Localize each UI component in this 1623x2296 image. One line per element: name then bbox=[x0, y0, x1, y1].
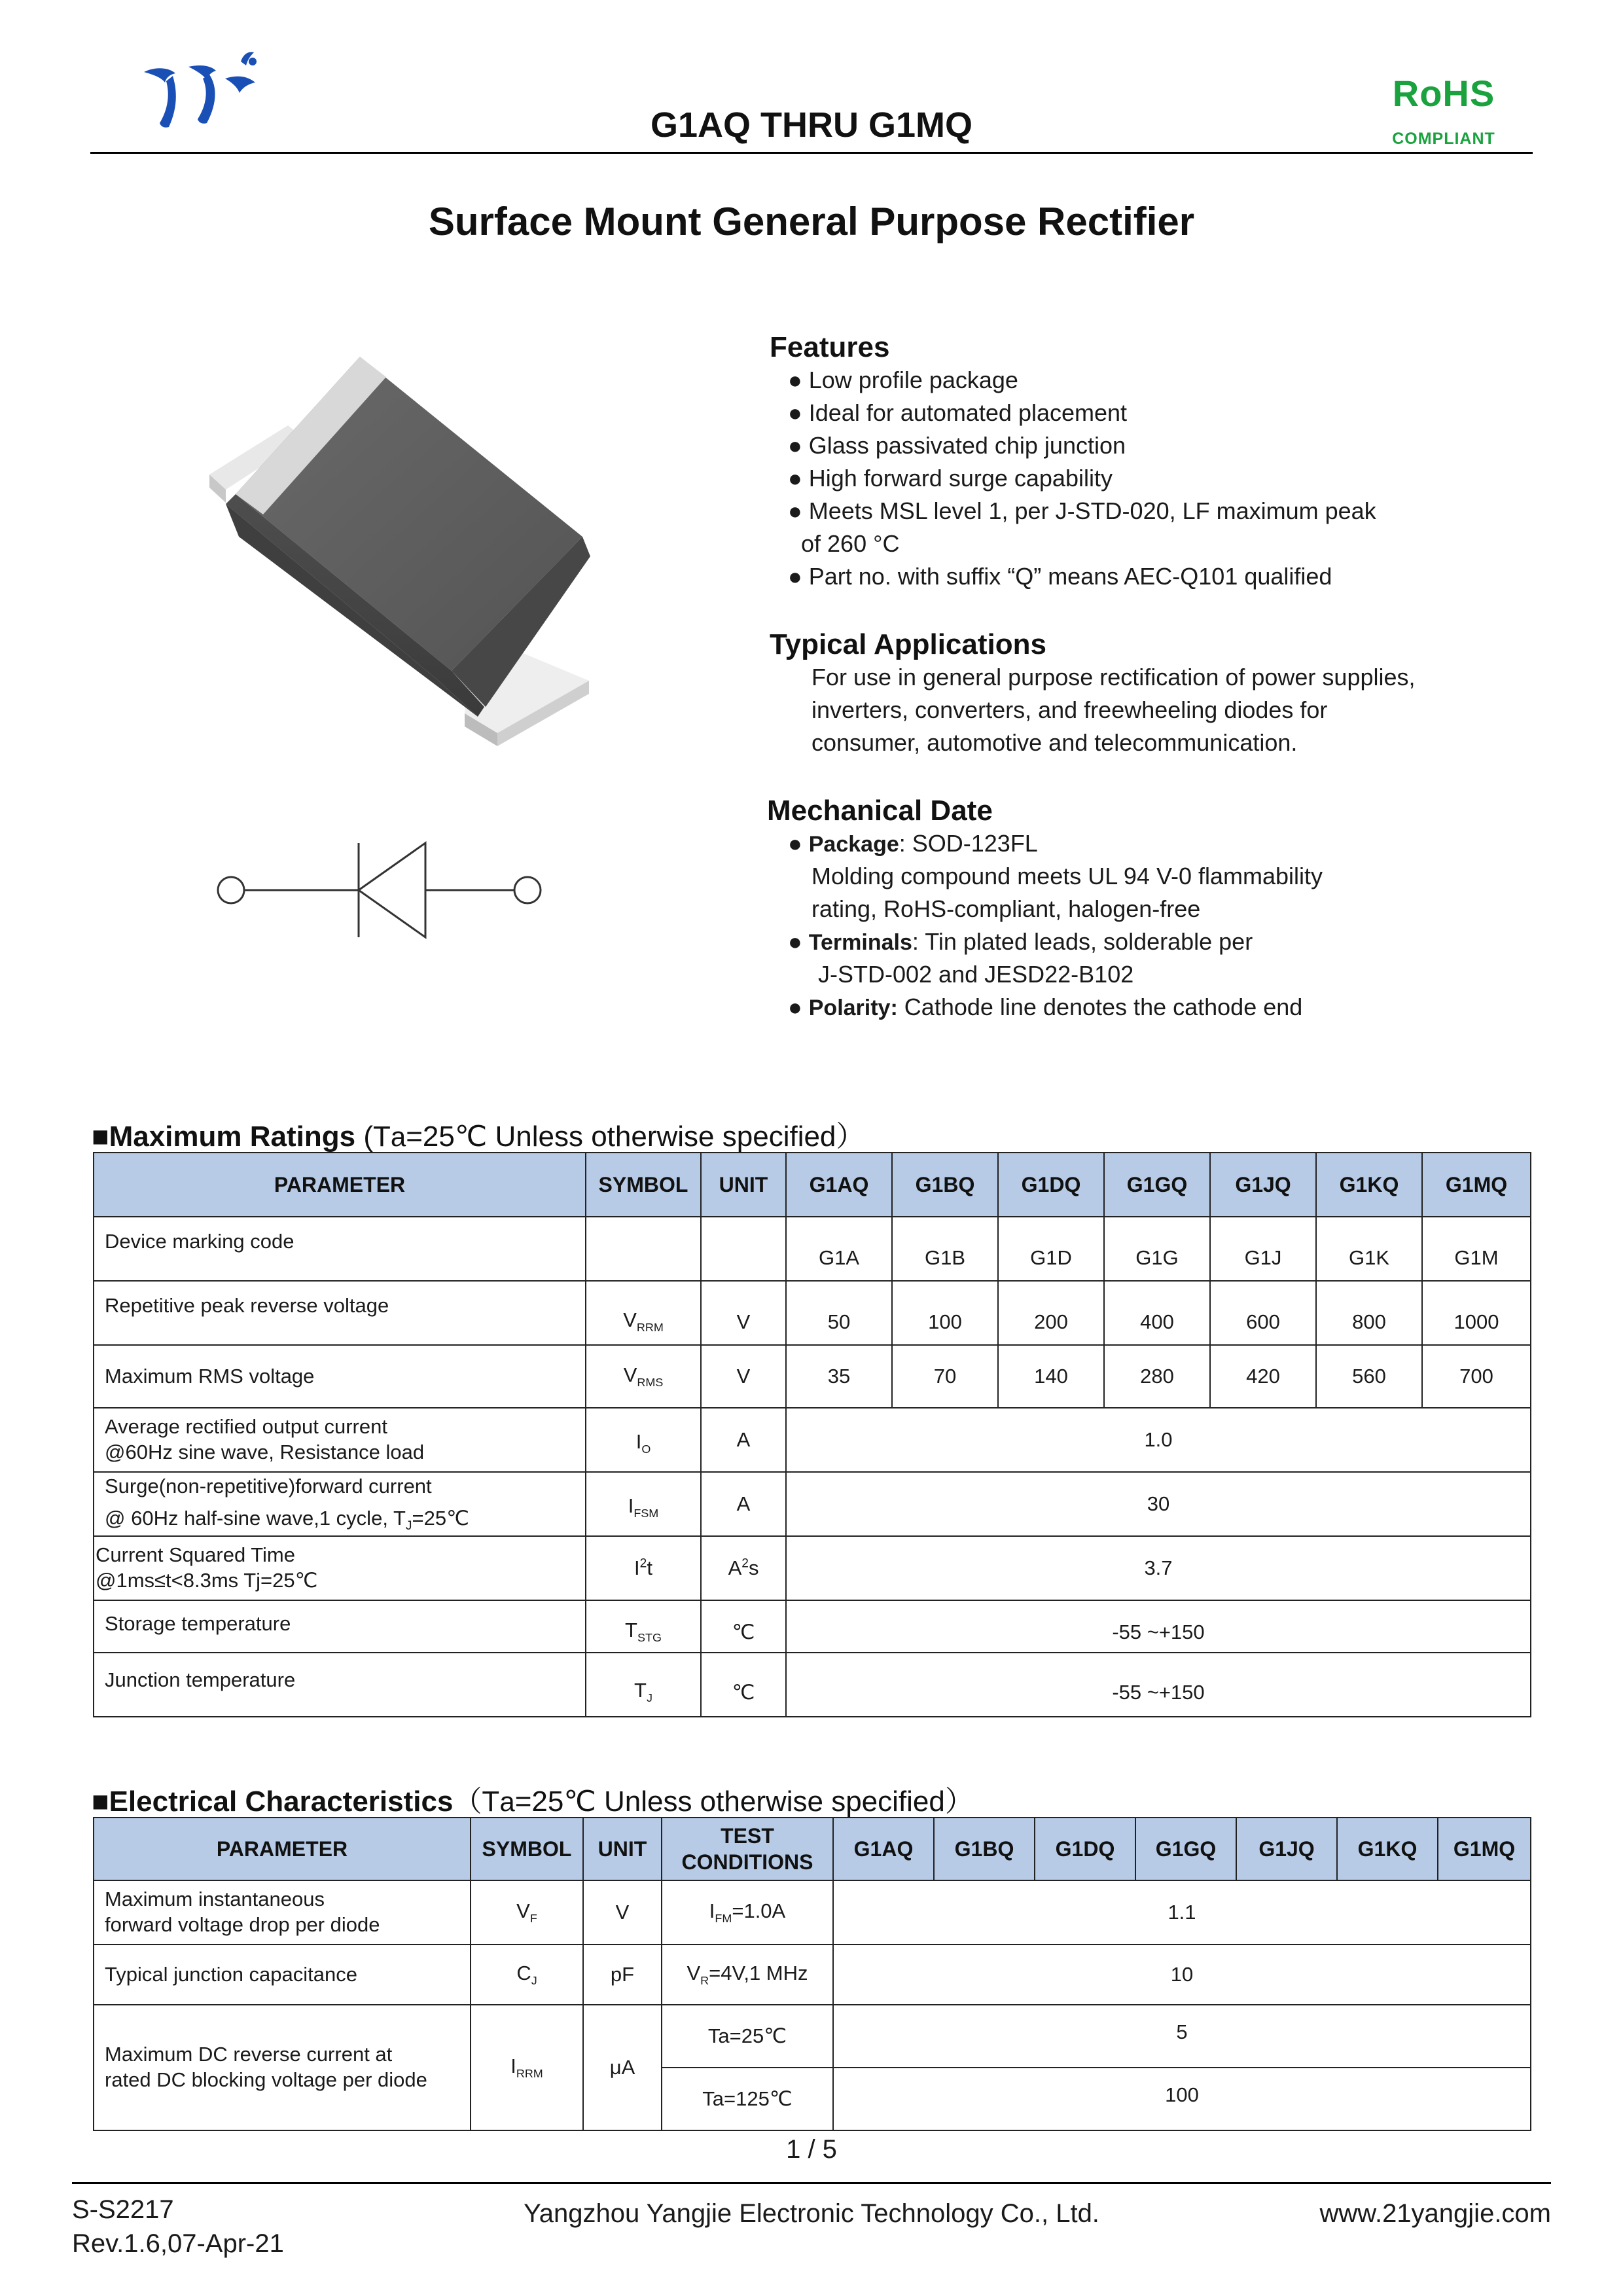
unit-cell: V bbox=[583, 1880, 662, 1945]
header-part: G1KQ bbox=[1337, 1818, 1438, 1880]
symbol-cell bbox=[586, 1536, 701, 1600]
symbol-text: T bbox=[634, 1679, 647, 1702]
table-row bbox=[94, 1600, 1531, 1653]
unit-cell bbox=[701, 1217, 786, 1281]
param-cell bbox=[94, 2005, 471, 2130]
polarity-label: Polarity: bbox=[808, 996, 898, 1020]
electrical-condition-sub: a bbox=[499, 1786, 515, 1817]
header-symbol: SYMBOL bbox=[586, 1153, 701, 1217]
symbol-subscript: STG bbox=[637, 1631, 662, 1645]
value-cell: 100 bbox=[833, 2068, 1531, 2130]
table-row bbox=[94, 1281, 1531, 1345]
value-cell: 1000 bbox=[1422, 1281, 1531, 1345]
table-header-row bbox=[94, 1153, 1531, 1217]
feature-item: ● Part no. with suffix “Q” means AEC-Q101 qualified bbox=[788, 563, 1332, 590]
value-cell: 400 bbox=[1104, 1281, 1210, 1345]
bullet: ● bbox=[788, 928, 809, 955]
param-line: Surge(non-repetitive)forward current bbox=[105, 1475, 432, 1498]
header-part: G1GQ bbox=[1135, 1818, 1236, 1880]
table-header-row bbox=[94, 1818, 1531, 1880]
electrical-condition: （T bbox=[453, 1785, 500, 1818]
param-line bbox=[105, 1506, 581, 1534]
table-row bbox=[94, 1345, 1531, 1408]
table-row bbox=[94, 1880, 1531, 1945]
symbol-cell bbox=[586, 1281, 701, 1345]
symbol-superscript: 2 bbox=[639, 1556, 647, 1571]
symbol-subscript: F bbox=[529, 1912, 537, 1926]
features-heading: Features bbox=[770, 331, 890, 363]
header-part: G1GQ bbox=[1104, 1153, 1210, 1217]
unit-cell: ℃ bbox=[701, 1653, 786, 1717]
header-part: G1MQ bbox=[1438, 1818, 1531, 1880]
value-cell: G1D bbox=[998, 1217, 1104, 1281]
value-cell: 100 bbox=[892, 1281, 998, 1345]
applications-line: consumer, automotive and telecommunication. bbox=[812, 729, 1298, 756]
value-cell: 140 bbox=[998, 1345, 1104, 1408]
electrical-title bbox=[92, 1778, 974, 1820]
applications-heading: Typical Applications bbox=[770, 628, 1046, 660]
condition-text: =1.0A bbox=[732, 1899, 786, 1923]
header-parameter: PARAMETER bbox=[94, 1818, 471, 1880]
max-ratings-condition: (T bbox=[355, 1121, 391, 1153]
value-cell: 35 bbox=[786, 1345, 892, 1408]
package-label: Package bbox=[808, 832, 899, 857]
symbol-subscript: FSM bbox=[633, 1507, 659, 1520]
symbol-subscript: O bbox=[641, 1443, 651, 1456]
table-row bbox=[94, 1945, 1531, 2005]
symbol-subscript: J bbox=[531, 1974, 537, 1988]
max-ratings-condition-rest: =25℃ Unless otherwise specified） bbox=[406, 1121, 865, 1153]
terminals-value: : Tin plated leads, solderable per bbox=[912, 928, 1253, 955]
feature-item: ● Low profile package bbox=[788, 367, 1018, 393]
condition-cell bbox=[662, 1945, 833, 2005]
param-text: =25℃ bbox=[412, 1506, 469, 1530]
table-row bbox=[94, 1408, 1531, 1472]
param-line: Maximum DC reverse current at bbox=[105, 2043, 393, 2066]
symbol-text: t bbox=[647, 1556, 652, 1579]
polarity-value: Cathode line denotes the cathode end bbox=[897, 994, 1303, 1020]
param-cell bbox=[94, 1472, 586, 1536]
package-item bbox=[788, 830, 1323, 863]
diode-symbol bbox=[209, 831, 550, 949]
symbol-text: I bbox=[634, 1556, 640, 1579]
revision: Rev.1.6,07-Apr-21 bbox=[72, 2229, 284, 2258]
bullet: ● bbox=[788, 994, 809, 1020]
max-ratings-title bbox=[92, 1113, 865, 1155]
symbol-subscript: RRM bbox=[516, 2067, 543, 2081]
value-cell: 700 bbox=[1422, 1345, 1531, 1408]
unit-superscript: 2 bbox=[741, 1556, 749, 1571]
max-ratings-table bbox=[93, 1152, 1531, 1717]
value-cell: 30 bbox=[786, 1472, 1531, 1536]
condition-text: V bbox=[687, 1962, 701, 1985]
value-cell: -55 ~+150 bbox=[786, 1600, 1531, 1653]
value-cell: 600 bbox=[1210, 1281, 1316, 1345]
symbol-text: I bbox=[635, 1430, 642, 1454]
header-line: CONDITIONS bbox=[681, 1850, 813, 1874]
table-row bbox=[94, 2005, 1531, 2068]
package-value: : SOD-123FL bbox=[899, 830, 1038, 857]
param-line: forward voltage drop per diode bbox=[105, 1913, 380, 1936]
param-line: @1ms≤t<8.3ms Tj=25℃ bbox=[96, 1569, 318, 1592]
symbol-text: T bbox=[625, 1619, 637, 1642]
value-cell: G1J bbox=[1210, 1217, 1316, 1281]
param-cell bbox=[94, 1408, 586, 1472]
unit-cell: V bbox=[701, 1345, 786, 1408]
part-range-title: G1AQ THRU G1MQ bbox=[650, 105, 973, 145]
feature-item-continuation: of 260 °C bbox=[788, 530, 900, 557]
condition-cell bbox=[662, 1880, 833, 1945]
value-cell: 560 bbox=[1316, 1345, 1422, 1408]
max-ratings-condition-sub: a bbox=[390, 1121, 406, 1152]
param-cell: Repetitive peak reverse voltage bbox=[94, 1281, 586, 1345]
terminals-detail: J-STD-002 and JESD22-B102 bbox=[818, 961, 1134, 988]
rohs-mark: RoHS bbox=[1392, 73, 1495, 114]
param-line: @60Hz sine wave, Resistance load bbox=[105, 1441, 425, 1463]
footer-rule bbox=[72, 2182, 1551, 2184]
feature-item: ● Glass passivated chip junction bbox=[788, 432, 1126, 459]
unit-cell: V bbox=[701, 1281, 786, 1345]
company-name: Yangzhou Yangjie Electronic Technology Co., Ltd. bbox=[524, 2199, 1099, 2228]
value-cell: 280 bbox=[1104, 1345, 1210, 1408]
features-list bbox=[788, 367, 1376, 596]
header-part: G1MQ bbox=[1422, 1153, 1531, 1217]
param-line: Current Squared Time bbox=[96, 1543, 295, 1567]
terminals-item bbox=[788, 928, 1323, 961]
applications-line: inverters, converters, and freewheeling diodes for bbox=[812, 696, 1328, 723]
param-cell: Junction temperature bbox=[94, 1653, 586, 1717]
table-row bbox=[94, 1536, 1531, 1600]
header-part: G1KQ bbox=[1316, 1153, 1422, 1217]
param-line: Maximum instantaneous bbox=[105, 1888, 325, 1911]
page-number: 1 / 5 bbox=[786, 2135, 837, 2164]
unit-cell: ℃ bbox=[701, 1600, 786, 1653]
value-cell: 3.7 bbox=[786, 1536, 1531, 1600]
bullet: ● bbox=[788, 830, 809, 857]
symbol-cell bbox=[586, 1345, 701, 1408]
symbol-text: C bbox=[516, 1962, 531, 1985]
max-ratings-heading: ■Maximum Ratings bbox=[92, 1121, 356, 1153]
symbol-cell bbox=[471, 1945, 583, 2005]
symbol-text: V bbox=[623, 1363, 637, 1387]
param-cell bbox=[94, 1536, 586, 1600]
value-cell: G1K bbox=[1316, 1217, 1422, 1281]
unit-cell: μA bbox=[583, 2005, 662, 2130]
value-cell: G1B bbox=[892, 1217, 998, 1281]
value-cell: 420 bbox=[1210, 1345, 1316, 1408]
unit-cell: pF bbox=[583, 1945, 662, 2005]
symbol-text: I bbox=[510, 2054, 516, 2078]
param-cell: Maximum RMS voltage bbox=[94, 1345, 586, 1408]
terminals-label: Terminals bbox=[808, 930, 912, 955]
value-cell: -55 ~+150 bbox=[786, 1653, 1531, 1717]
symbol-text: I bbox=[628, 1494, 634, 1518]
condition-text: =4V,1 MHz bbox=[709, 1962, 808, 1985]
value-cell: G1A bbox=[786, 1217, 892, 1281]
header-parameter: PARAMETER bbox=[94, 1153, 586, 1217]
unit-cell bbox=[701, 1536, 786, 1600]
electrical-condition-rest: =25℃ Unless otherwise specified） bbox=[514, 1785, 974, 1818]
header-part: G1AQ bbox=[786, 1153, 892, 1217]
param-text: @ 60Hz half-sine wave,1 cycle, T bbox=[105, 1506, 406, 1530]
value-cell: 200 bbox=[998, 1281, 1104, 1345]
applications-text bbox=[812, 664, 1416, 762]
param-subscript: J bbox=[405, 1518, 412, 1533]
param-cell: Storage temperature bbox=[94, 1600, 586, 1653]
value-cell: G1M bbox=[1422, 1217, 1531, 1281]
param-line: Average rectified output current bbox=[105, 1415, 387, 1439]
website-link[interactable]: www.21yangjie.com bbox=[1319, 2199, 1551, 2228]
header-part: G1JQ bbox=[1210, 1153, 1316, 1217]
feature-item: ● Meets MSL level 1, per J-STD-020, LF maximum peak bbox=[788, 497, 1376, 524]
value-cell: 1.0 bbox=[786, 1408, 1531, 1472]
electrical-table bbox=[93, 1817, 1531, 2131]
header-rule bbox=[90, 152, 1533, 154]
sod123fl-package-image bbox=[190, 340, 622, 759]
table-row bbox=[94, 1472, 1531, 1536]
symbol-cell bbox=[586, 1653, 701, 1717]
value-cell: 800 bbox=[1316, 1281, 1422, 1345]
header-part: G1BQ bbox=[892, 1153, 998, 1217]
header-test-conditions bbox=[662, 1818, 833, 1880]
table-row bbox=[94, 1653, 1531, 1717]
value-cell: 10 bbox=[833, 1945, 1531, 2005]
condition-cell: Ta=125℃ bbox=[662, 2068, 833, 2130]
symbol-text: V bbox=[516, 1899, 530, 1923]
value-cell: 70 bbox=[892, 1345, 998, 1408]
unit-cell: A bbox=[701, 1472, 786, 1536]
document-subtitle: Surface Mount General Purpose Rectifier bbox=[428, 200, 1195, 243]
header-part: G1AQ bbox=[833, 1818, 934, 1880]
header-part: G1BQ bbox=[934, 1818, 1035, 1880]
mechanical-heading: Mechanical Date bbox=[767, 795, 993, 827]
package-detail: Molding compound meets UL 94 V-0 flammability bbox=[812, 863, 1323, 889]
feature-item: ● Ideal for automated placement bbox=[788, 399, 1128, 426]
header-part: G1DQ bbox=[998, 1153, 1104, 1217]
symbol-subscript: RRM bbox=[636, 1321, 664, 1335]
symbol-cell bbox=[586, 1472, 701, 1536]
header-line: TEST bbox=[721, 1824, 774, 1848]
condition-subscript: R bbox=[700, 1974, 709, 1988]
feature-item: ● High forward surge capability bbox=[788, 465, 1113, 492]
param-cell bbox=[94, 1880, 471, 1945]
polarity-item bbox=[788, 994, 1323, 1026]
symbol-cell bbox=[586, 1600, 701, 1653]
unit-text: A bbox=[728, 1556, 742, 1579]
header-part: G1DQ bbox=[1035, 1818, 1135, 1880]
condition-text: I bbox=[709, 1899, 715, 1923]
value-cell: 1.1 bbox=[833, 1880, 1531, 1945]
condition-cell: Ta=25℃ bbox=[662, 2005, 833, 2068]
value-cell: 50 bbox=[786, 1281, 892, 1345]
table-row bbox=[94, 1217, 1531, 1281]
symbol-cell bbox=[471, 2005, 583, 2130]
rohs-compliant-label: COMPLIANT bbox=[1392, 130, 1495, 148]
header-unit: UNIT bbox=[583, 1818, 662, 1880]
header-unit: UNIT bbox=[701, 1153, 786, 1217]
document-number: S-S2217 bbox=[72, 2195, 174, 2224]
symbol-text: V bbox=[623, 1308, 637, 1332]
header-part: G1JQ bbox=[1236, 1818, 1337, 1880]
value-cell: G1G bbox=[1104, 1217, 1210, 1281]
header-symbol: SYMBOL bbox=[471, 1818, 583, 1880]
applications-line: For use in general purpose rectification of power supplies, bbox=[812, 664, 1416, 691]
param-line: rated DC blocking voltage per diode bbox=[105, 2068, 427, 2091]
unit-cell: A bbox=[701, 1408, 786, 1472]
symbol-cell bbox=[586, 1217, 701, 1281]
param-cell: Device marking code bbox=[94, 1217, 586, 1281]
symbol-subscript: J bbox=[646, 1691, 652, 1705]
condition-subscript: FM bbox=[715, 1912, 732, 1926]
symbol-subscript: RMS bbox=[637, 1376, 664, 1390]
package-detail: rating, RoHS-compliant, halogen-free bbox=[812, 895, 1201, 922]
symbol-cell bbox=[471, 1880, 583, 1945]
mechanical-list bbox=[788, 830, 1323, 1026]
unit-text: s bbox=[748, 1556, 759, 1579]
symbol-cell bbox=[586, 1408, 701, 1472]
param-cell: Typical junction capacitance bbox=[94, 1945, 471, 2005]
electrical-heading: ■Electrical Characteristics bbox=[92, 1785, 454, 1818]
value-cell: 5 bbox=[833, 2005, 1531, 2068]
